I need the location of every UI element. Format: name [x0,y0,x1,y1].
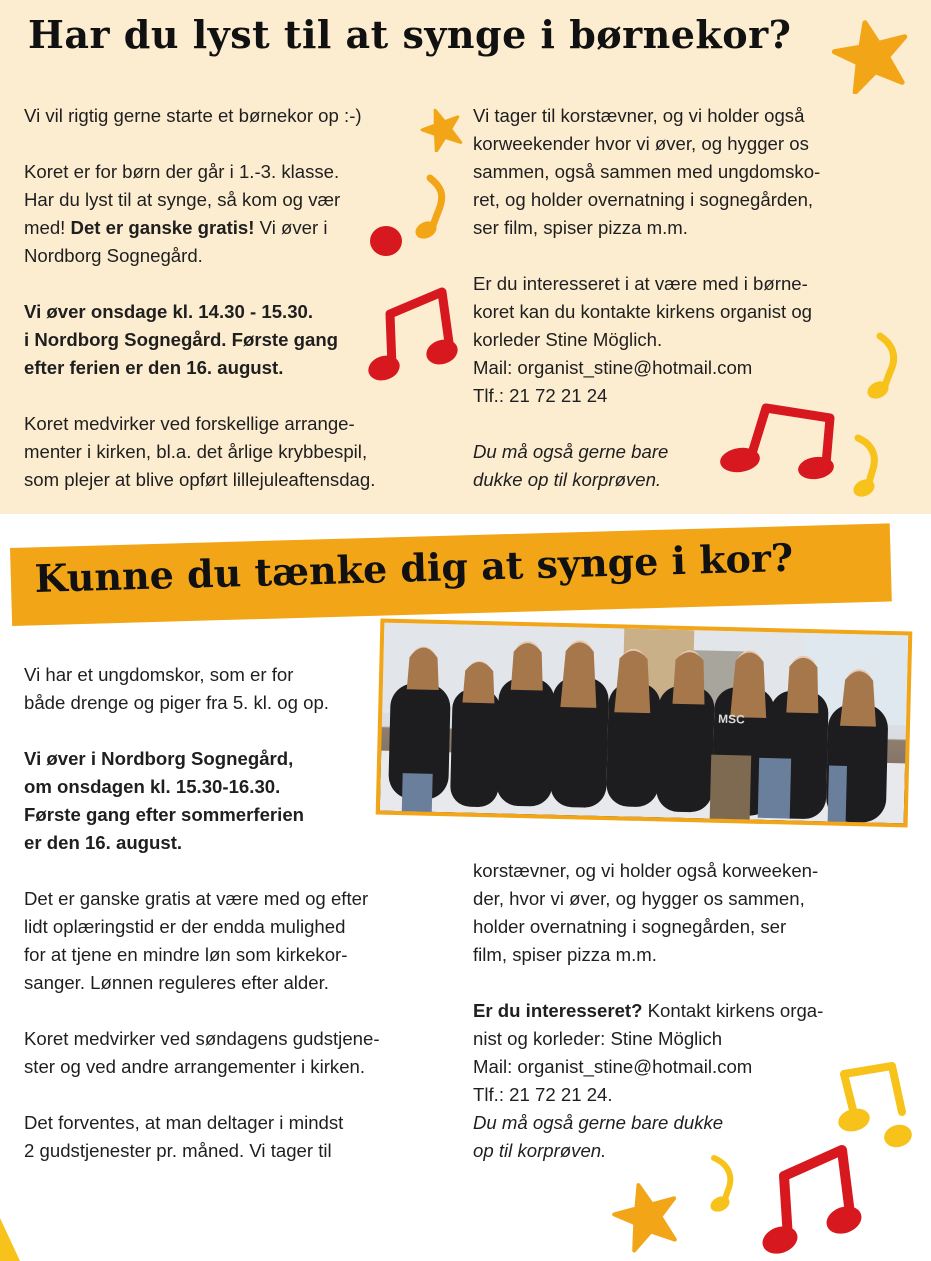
star-icon [832,18,912,94]
music-note-icon [848,432,884,502]
double-music-note-icon [366,284,466,388]
section1-right-p2: Er du interesseret i at være med i børne- koret kan du kontakte kirkens organist og korleder Stine Möglich. Mail: organist_stine@hotmail.com Tlf.: 21 72 21 24 [473,273,813,406]
music-note-icon [862,330,902,402]
section1-contact-phone: Tlf.: 21 72 21 24 [473,385,608,406]
section1-right-p1: Vi tager til korstævner, og vi holder også korweekender hvor vi øver, og hygger os sammen, også sammen med ungdomsko- ret, og holder overnatning i sognegården, ser film, spiser pizza m.m. [473,105,821,238]
double-music-note-icon [832,1062,912,1154]
section1-left-p2: Koret er for børn der går i 1.-3. klasse. Har du lyst til at synge, så kom og vær med! Det er ganske gratis! Vi øver i Nordborg Sognegård. [24,161,341,266]
section2-left-p3: Det er ganske gratis at være med og efter lidt oplæringstid er der endda mulighed for at tjene en mindre løn som kirkekor- sanger. Lønnen reguleres efter alder. [24,888,369,993]
section2-right-p1: korstævner, og vi holder også korweeken- der, hvor vi øver, og hygger os sammen, holder overnatning i sognegården, ser film, spiser pizza m.m. [473,860,819,965]
section2-contact-phone: Tlf.: 21 72 21 24. [473,1084,613,1105]
star-icon [420,106,464,152]
double-music-note-icon [758,1142,870,1260]
section2-contact-mail: Mail: organist_stine@hotmail.com [473,1056,753,1077]
section1-left-p4: Koret medvirker ved forskellige arrange- menter i kirken, bl.a. det årlige krybbespil, som plejer at blive opført lillejuleaftensdag. [24,413,376,490]
star-icon [612,1180,682,1254]
section1-contact-mail: Mail: organist_stine@hotmail.com [473,357,753,378]
section1-left-p1: Vi vil rigtig gerne starte et børnekor op :-) [24,105,362,126]
choir-photo-frame [376,619,913,828]
double-music-note-icon [716,398,840,488]
section2-right-p2: Er du interesseret? Kontakt kirkens orga- nist og korleder: Stine Möglich Mail: organist_stine@hotmail.com Tlf.: 21 72 21 24. Du må også gerne bare dukke op til korprøven. [473,1000,824,1161]
section1-title: Har du lyst til at synge i børnekor? [28,12,792,57]
section1-right-p3: Du må også gerne bare dukke op til korprøven. [473,441,669,490]
section2-left-p2: Vi øver i Nordborg Sognegård, om onsdagen kl. 15.30-16.30. Første gang efter sommerferien er den 16. august. [24,748,305,853]
section2-left-p5: Det forventes, at man deltager i mindst 2 gudstjenester pr. måned. Vi tager til [24,1112,344,1161]
choir-photo [380,623,908,824]
section2-left-p4: Koret medvirker ved søndagens gudstjene- ster og ved andre arrangementer i kirken. [24,1028,380,1077]
section1-left-p3: Vi øver onsdage kl. 14.30 - 15.30. i Nordborg Sognegård. Første gang efter ferien er den 16. august. [24,301,339,378]
music-note-icon [408,172,448,242]
note-dot-icon [368,224,404,258]
shirt-print: MSC [717,711,745,727]
section2-left-p1: Vi har et ungdomskor, som er for både drenge og piger fra 5. kl. og op. [24,664,329,713]
music-note-icon [704,1152,740,1218]
section2-left-column [24,661,444,1165]
corner-triangle-decoration [0,1218,22,1261]
section2-title: Kunne du tænke dig at synge i kor? [34,534,794,601]
section2-right-column [473,857,893,1165]
